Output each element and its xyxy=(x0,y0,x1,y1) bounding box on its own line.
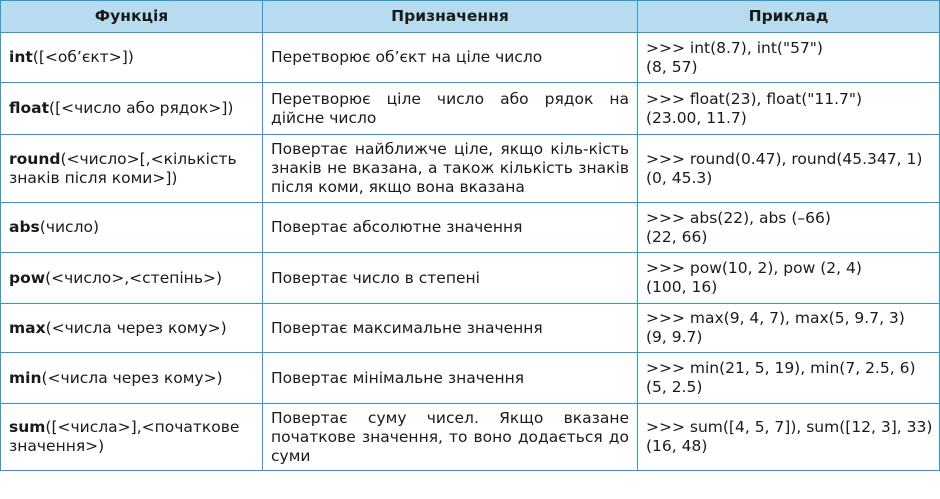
purpose-cell: Перетворює об’єкт на ціле число xyxy=(263,33,638,83)
example-input: >>> min(21, 5, 19), min(7, 2.5, 6) xyxy=(646,359,916,377)
purpose-cell: Повертає найближче ціле, якщо кіль-кість знаків не вказана, а також кількість знаків після коми, якщо вона вказана xyxy=(263,135,638,203)
example-cell xyxy=(638,203,940,253)
example-input: >>> int(8.7), int("57") xyxy=(646,38,823,57)
example-cell xyxy=(638,135,940,203)
purpose-cell: Повертає суму чисел. Якщо вказане початкове значення, то воно додається до суми xyxy=(263,404,638,471)
example-output: (23.00, 11.7) xyxy=(646,108,747,127)
function-name: min xyxy=(9,368,42,387)
header-function: Функція xyxy=(1,1,263,33)
example-output: (0, 45.3) xyxy=(646,168,713,187)
example-input: >>> float(23), float("11.7") xyxy=(646,89,863,108)
function-cell xyxy=(1,353,263,404)
function-name: float xyxy=(9,99,50,117)
function-args: ([<число або рядок>]) xyxy=(49,99,234,117)
function-name: max xyxy=(9,318,46,337)
example-input: >>> round(0.47), round(45.347, 1) xyxy=(646,149,923,168)
purpose-cell: Повертає абсолютне значення xyxy=(263,203,638,253)
example-input: >>> max(9, 4, 7), max(5, 9.7, 3) xyxy=(646,309,905,327)
purpose-cell: Повертає максимальне значення xyxy=(263,304,638,353)
table-row xyxy=(1,404,940,471)
table-row xyxy=(1,253,940,304)
table-row xyxy=(1,83,940,135)
table-row xyxy=(1,33,940,83)
example-input: >>> pow(10, 2), pow (2, 4) xyxy=(646,259,862,277)
table-row xyxy=(1,304,940,353)
example-output: (100, 16) xyxy=(646,278,718,296)
function-cell xyxy=(1,83,263,135)
example-cell xyxy=(638,83,940,135)
example-cell xyxy=(638,33,940,83)
example-output: (16, 48) xyxy=(646,437,708,455)
function-name: round xyxy=(9,149,61,168)
example-cell xyxy=(638,304,940,353)
example-output: (9, 9.7) xyxy=(646,328,703,346)
function-cell xyxy=(1,135,263,203)
header-example: Приклад xyxy=(638,1,940,33)
purpose-cell: Повертає число в степені xyxy=(263,253,638,304)
example-cell xyxy=(638,253,940,304)
function-name: pow xyxy=(9,268,46,287)
purpose-cell: Перетворює ціле число або рядок на дійсне число xyxy=(263,83,638,135)
example-cell xyxy=(638,353,940,404)
example-output: (5, 2.5) xyxy=(646,378,703,396)
example-input: >>> sum([4, 5, 7]), sum([12, 3], 33) xyxy=(646,418,933,436)
table-row xyxy=(1,135,940,203)
table-row xyxy=(1,353,940,404)
function-cell xyxy=(1,203,263,253)
function-args: (число) xyxy=(39,218,100,236)
example-output: (8, 57) xyxy=(646,57,698,76)
header-row xyxy=(1,1,940,33)
function-name: int xyxy=(9,48,33,66)
function-name: sum xyxy=(9,418,46,436)
function-cell xyxy=(1,404,263,471)
function-args-continued: значення>) xyxy=(9,437,105,455)
example-input: >>> abs(22), abs (–66) xyxy=(646,208,831,227)
example-output: (22, 66) xyxy=(646,227,708,246)
function-args: ([<об’єкт>]) xyxy=(32,48,134,66)
function-cell xyxy=(1,304,263,353)
function-name: abs xyxy=(9,218,40,236)
purpose-cell: Повертає мінімальне значення xyxy=(263,353,638,404)
function-args: ([<числа>],<початкове xyxy=(45,418,240,436)
function-args: (<числа через кому>) xyxy=(41,368,223,387)
function-cell xyxy=(1,33,263,83)
function-cell xyxy=(1,253,263,304)
function-args: (<число>[,<кількість xyxy=(60,149,237,168)
header-purpose: Призначення xyxy=(263,1,638,33)
function-args: (<числа через кому>) xyxy=(45,318,227,337)
function-args: (<число>,<степінь>) xyxy=(45,268,222,287)
function-args-continued: знаків після коми>]) xyxy=(9,168,178,187)
table-row xyxy=(1,203,940,253)
example-cell xyxy=(638,404,940,471)
